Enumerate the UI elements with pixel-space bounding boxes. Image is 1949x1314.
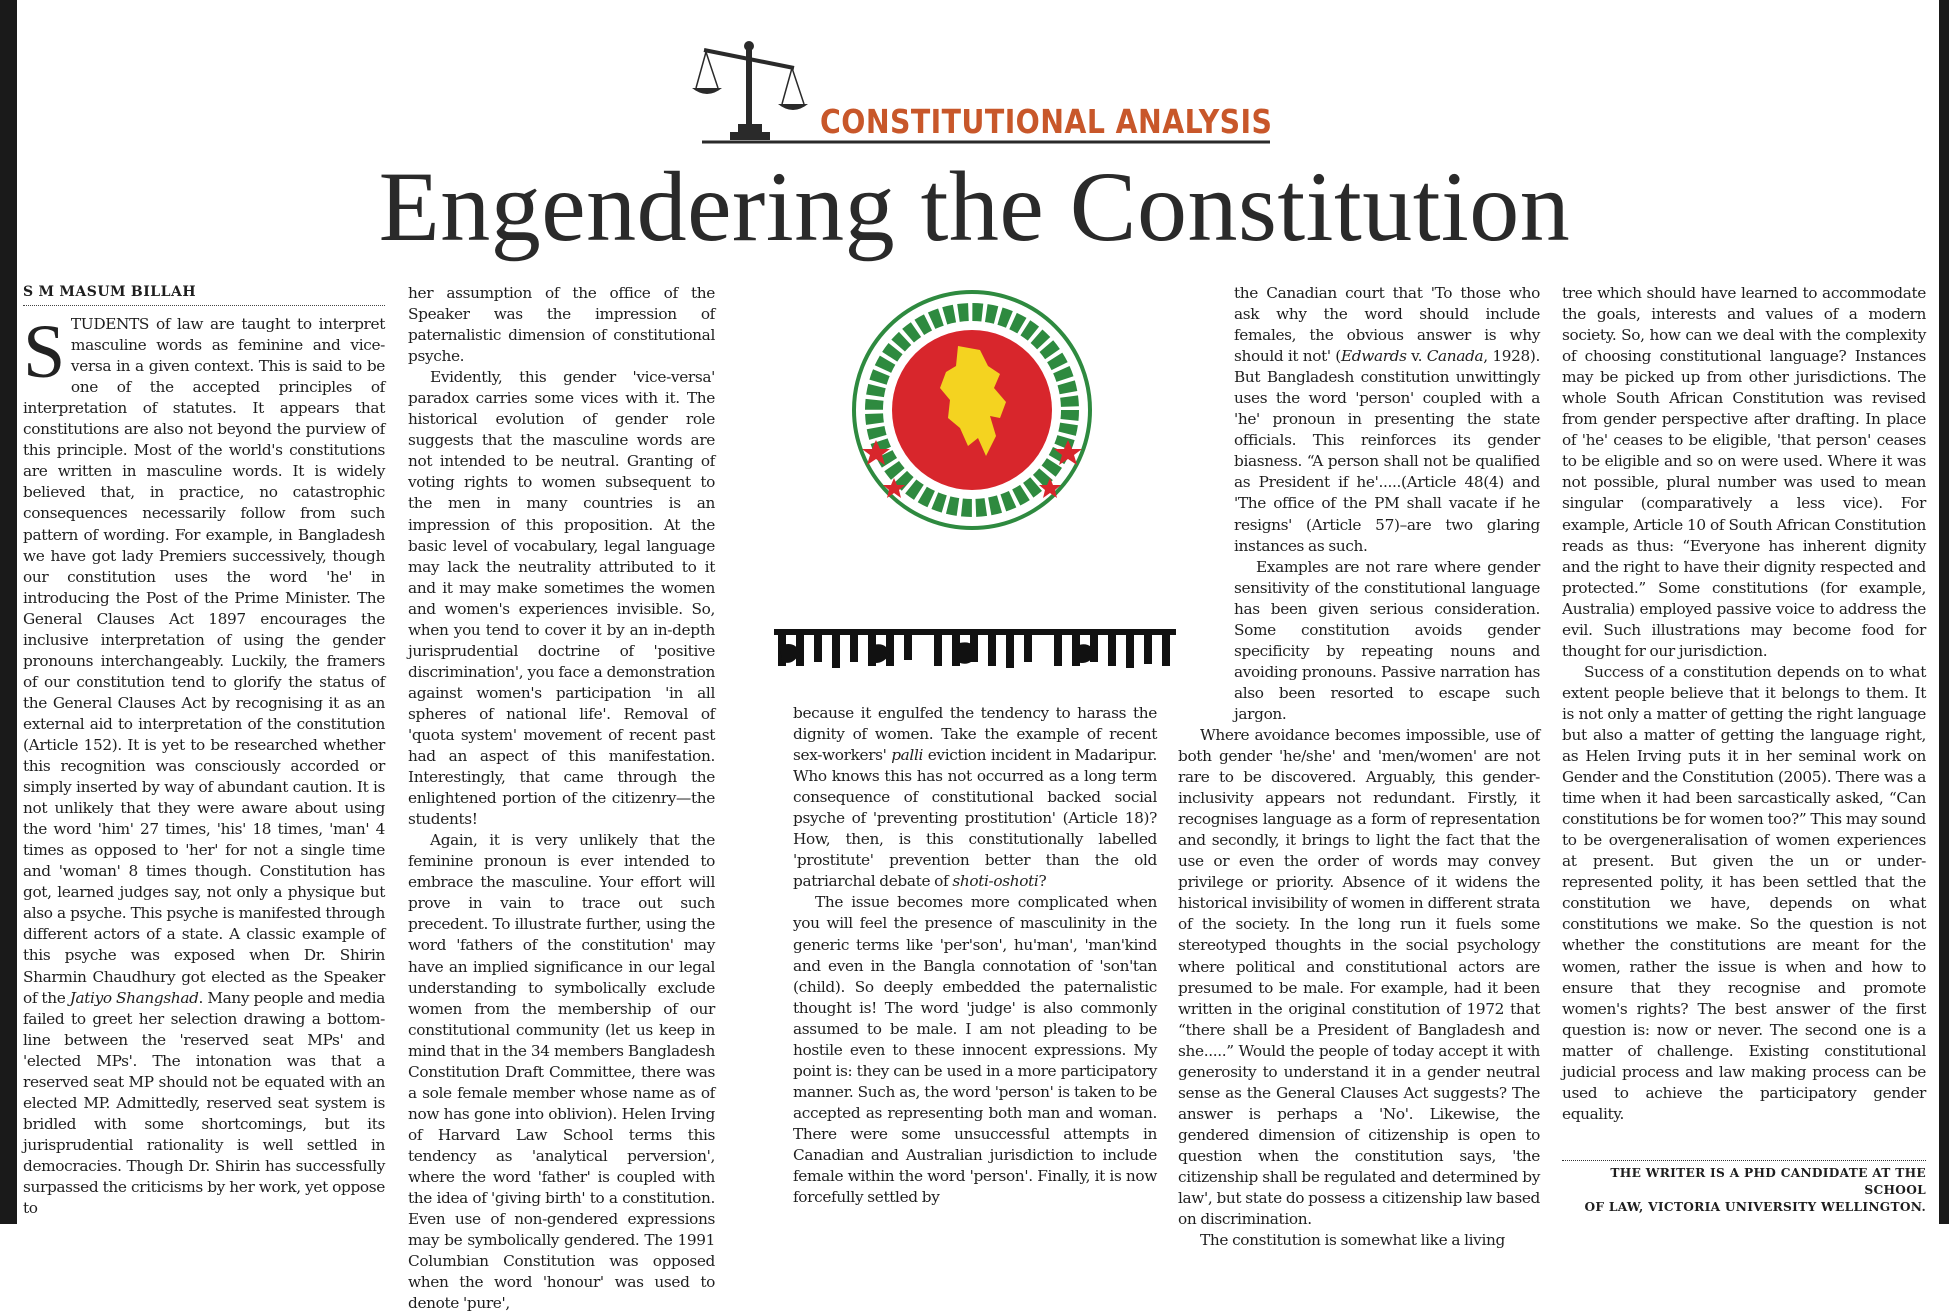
article-column-3 (793, 703, 1157, 1208)
bangladesh-government-seal-icon (850, 288, 1094, 532)
bangla-title-lettering (770, 622, 1180, 678)
article-column-1 (23, 282, 385, 1219)
lead-tail: . Many people and media failed to greet her selection drawing a bottom-line between the 'reserved seat MPs' and 'elected MPs'. The intonation was that a reserved seat MP should not be equated with an elected MP. Admittedly, reserved seat system is bridled with some shortcomings, but its jurisprudential rationality is well settled in democracies. Though Dr. Shirin has successfully surpassed the criticisms by her work, yet oppose to (23, 988, 385, 1218)
paragraph: Examples are not rare where gender sensitivity of the constitutional language has been given serious consideration. Some constitution avoids gender specificity by repeating nouns and avoiding pronouns. Passive narration has also been resorted to escape such jargon. (1234, 557, 1540, 723)
italic-run: shoti-oshoti (952, 872, 1039, 891)
paragraph: her assumption of the office of the Speaker was the impression of paternalistic dimension of constitutional psyche. (408, 284, 715, 366)
italic-run: Canada (1426, 347, 1484, 366)
paragraph (793, 703, 1157, 892)
text-run: because it engulfed the tendency to harass the dignity of women. Take the example of recent sex-workers' (793, 704, 1157, 765)
section-kicker (690, 36, 1280, 148)
paragraph (1234, 283, 1540, 557)
constitution-title-art (770, 622, 1180, 678)
lead-text: TUDENTS of law are taught to interpret masculine words as feminine and vice-versa in a given context. This is said to be one of the accepted principles of interpretation of statutes. It appears that constitutions are also not beyond the purview of this principle. Most of the world's constitutions are written in masculine words. It is widely believed that, in practice, no catastrophic consequences necessarily follow from such pattern of wording. For example, in Bangladesh we have got lady Premiers successively, though our constitution uses the word 'he' in introducing the Post of the Prime Minister. The General Clauses Act 1897 encourages the inclusive interpretation of using the gender pronouns interchangeably. Luckily, the framers of our constitution tend to glorify the status of the General Clauses Act by recognising it as an external aid to interpretation of the constitution (Article 152). It is yet to be researched whether this recognition was consciously accorded or simply inserted by way of abundant caution. It is not unlikely that they were aware about using the word 'him' 27 times, 'his' 18 times, 'man' 4 times as opposed to 'her' for not a single time and 'woman' 8 times though. Constitution has got, learned judges say, not only a physique but also a psyche. This psyche is manifested through different actors of a state. A classic example of this psyche was exposed when Dr. Shirin Sharmin Chaudhury got elected as the Speaker of the (23, 315, 385, 1007)
paragraph: Evidently, this gender 'vice-versa' paradox carries some vices with it. The historical evolution of gender role suggests that the masculine words are not intended to be neutral. Granting of voting rights to women subsequent to the men in many countries is an impression of this proposition. At the basic level of vocabulary, legal language may lack the neutrality attributed to it and it may make sometimes the women and women's experiences invisible. So, when you tend to cover it by an in-depth jurisprudential doctrine of 'positive discrimination', you face a demonstration against women's participation 'in all spheres of national life'. Removal of 'quota system' movement of recent past had an aspect of this manifestation. Interestingly, that came through the enlightened portion of the citizenry—the students! (408, 368, 715, 829)
text-run: eviction incident in Madaripur. Who knows this has not occurred as a long term consequence of constitutional backed social psyche of 'preventing prostitution' (Article 18)? How, then, is this constitutionally labelled 'prostitute' prevention better than the old patriarchal debate of (793, 746, 1157, 891)
paragraph: The issue becomes more complicated when you will feel the presence of masculinity in the generic terms like 'per'son', hu'man', 'man'kind and even in the Bangla connotation of 'son'tan (child). So deeply embedded the paternalistic thought is! The word 'judge' is also commonly assumed to be male. I am not pleading to be hostile even to these innocent expressions. My point is: they can be used in a more participatory manner. Such as, the word 'person' is taken to be accepted as representing both man and woman. There were some unsuccessful attempts in Canadian and Australian jurisdiction to include female within the word 'person'. Finally, it is now forcefully settled by (793, 893, 1157, 1207)
paragraph: The constitution is somewhat like a living (1200, 1231, 1505, 1250)
text-run: the Canadian court that 'To those who ask why the word should include females, the obvious answer is why should it not' ( (1234, 284, 1540, 366)
paragraph: Success of a constitution depends on to what extent people believe that it belongs to them. It is not only a matter of getting the right language but also a matter of getting the language right, as Helen Irving puts it in her seminal work on Gender and the Constitution (2005). There was a time when it had been sarcastically asked, “Can constitutions be for women too?” This may sound to be overgeneralisation of women experiences at present. But given the un or under-represented polity, it has been settled that the constitution we have, depends on what constitutions we make. So the question is not whether the constitutions are meant for the women, rather the issue is when and how to ensure that they recognise and promote women's rights? The best answer of the first question is: now or never. The second one is a matter of challenge. Existing constitutional judicial process and law making process can be used to achieve the participatory gender equality. (1562, 662, 1926, 1123)
italic-run: Edwards (1340, 347, 1407, 366)
article-column-4 (1178, 283, 1540, 1251)
author-note (1562, 1160, 1926, 1216)
author-note-line-2: OF LAW, VICTORIA UNIVERSITY WELLINGTON. (1584, 1200, 1926, 1214)
paragraph: Again, it is very unlikely that the feminine pronoun is ever intended to embrace the masculine. Your effort will prove in vain to trace out such precedent. To illustrate further, using the word 'fathers of the constitution' may have an implied significance in our legal understanding to symbolically exclude women from the membership of our constitutional community (let us keep in mind that in the 34 members Bangladesh Constitution Draft Committee, there was a sole female member whose name as of now has gone into oblivion). Helen Irving of Harvard Law School terms this tendency as 'analytical perversion', where the word 'father' is coupled with the idea of 'giving birth' to a constitution. Even use of non-gendered expressions may be symbolically gendered. The 1991 Columbian Constitution was opposed when the word 'honour' was used to denote 'pure', (408, 831, 715, 1313)
paragraph: tree which should have learned to accommodate the goals, interests and values of a modern society. So, how can we deal with the complexity of choosing constitutional language? Instances may be picked up from other jurisdictions. The whole South African Constitution was revised from gender perspective after drafting. In place of 'he' ceases to be eligible, 'that person' ceases to be eligible and so on were used. Where it was not possible, plural number was used to mean singular (comparatively a less vice). For example, Article 10 of South African Constitution reads as thus: “Everyone has inherent dignity and the right to have their dignity respected and protected.” Some constitutions (for example, Australia) employed passive voice to address the evil. Such illustrations may become food for thought for our jurisdiction. (1562, 284, 1926, 660)
article-column-5 (1562, 283, 1926, 1125)
headline: Engendering the Constitution (378, 151, 1571, 262)
lead-paragraph (23, 310, 385, 1219)
text-run: , 1928). But Bangladesh constitution unwittingly uses the word 'person' coupled with a 'he' pronoun in presenting the state officials. This reinforces its gender biasness. “A person shall not be qualified as President if he'.....(Article 48(4) and 'The office of the PM shall vacate if he resigns' (Article 57)–are two glaring instances as such. (1234, 347, 1541, 555)
italic-run: palli (891, 746, 924, 765)
section-label: CONSTITUTIONAL ANALYSIS (820, 102, 1273, 141)
text-run: ? (1038, 872, 1047, 891)
paragraph: Where avoidance becomes impossible, use of both gender 'he/she' and 'men/women' are not rare to be discovered. Arguably, this gender-inclusivity appears not redundant. Firstly, it recognises language as a form of representation and secondly, it brings to light the fact that the use or even the order of words may convey privilege or priority. Absence of it widens the historical invisibility of women in different strata of the society. In the long run it fuels some stereotyped thoughts in the social psychology where political and constitutional actors are presumed to be male. For example, had it been written in the original constitution of 1972 that “there shall be a President of Bangladesh and she.....” Would the people of today accept it with generosity to understand it in a gender neutral sense as the General Clauses Act suggests? The answer is perhaps a 'No'. Likewise, the gendered dimension of citizenship is open to question when the constitution says, 'the citizenship shall be regulated and determined by law', but state do possess a citizenship law based on discrimination. (1178, 725, 1540, 1229)
column-4-upper (1234, 283, 1540, 725)
lead-italic: Jatiyo Shangshad (69, 988, 199, 1007)
byline: S M MASUM BILLAH (23, 282, 385, 306)
article-column-2 (408, 283, 715, 1314)
drop-cap: S (23, 310, 65, 395)
author-note-line-1: THE WRITER IS A PHD CANDIDATE AT THE SCHOOL (1610, 1166, 1926, 1197)
text-run: v. (1406, 347, 1427, 366)
